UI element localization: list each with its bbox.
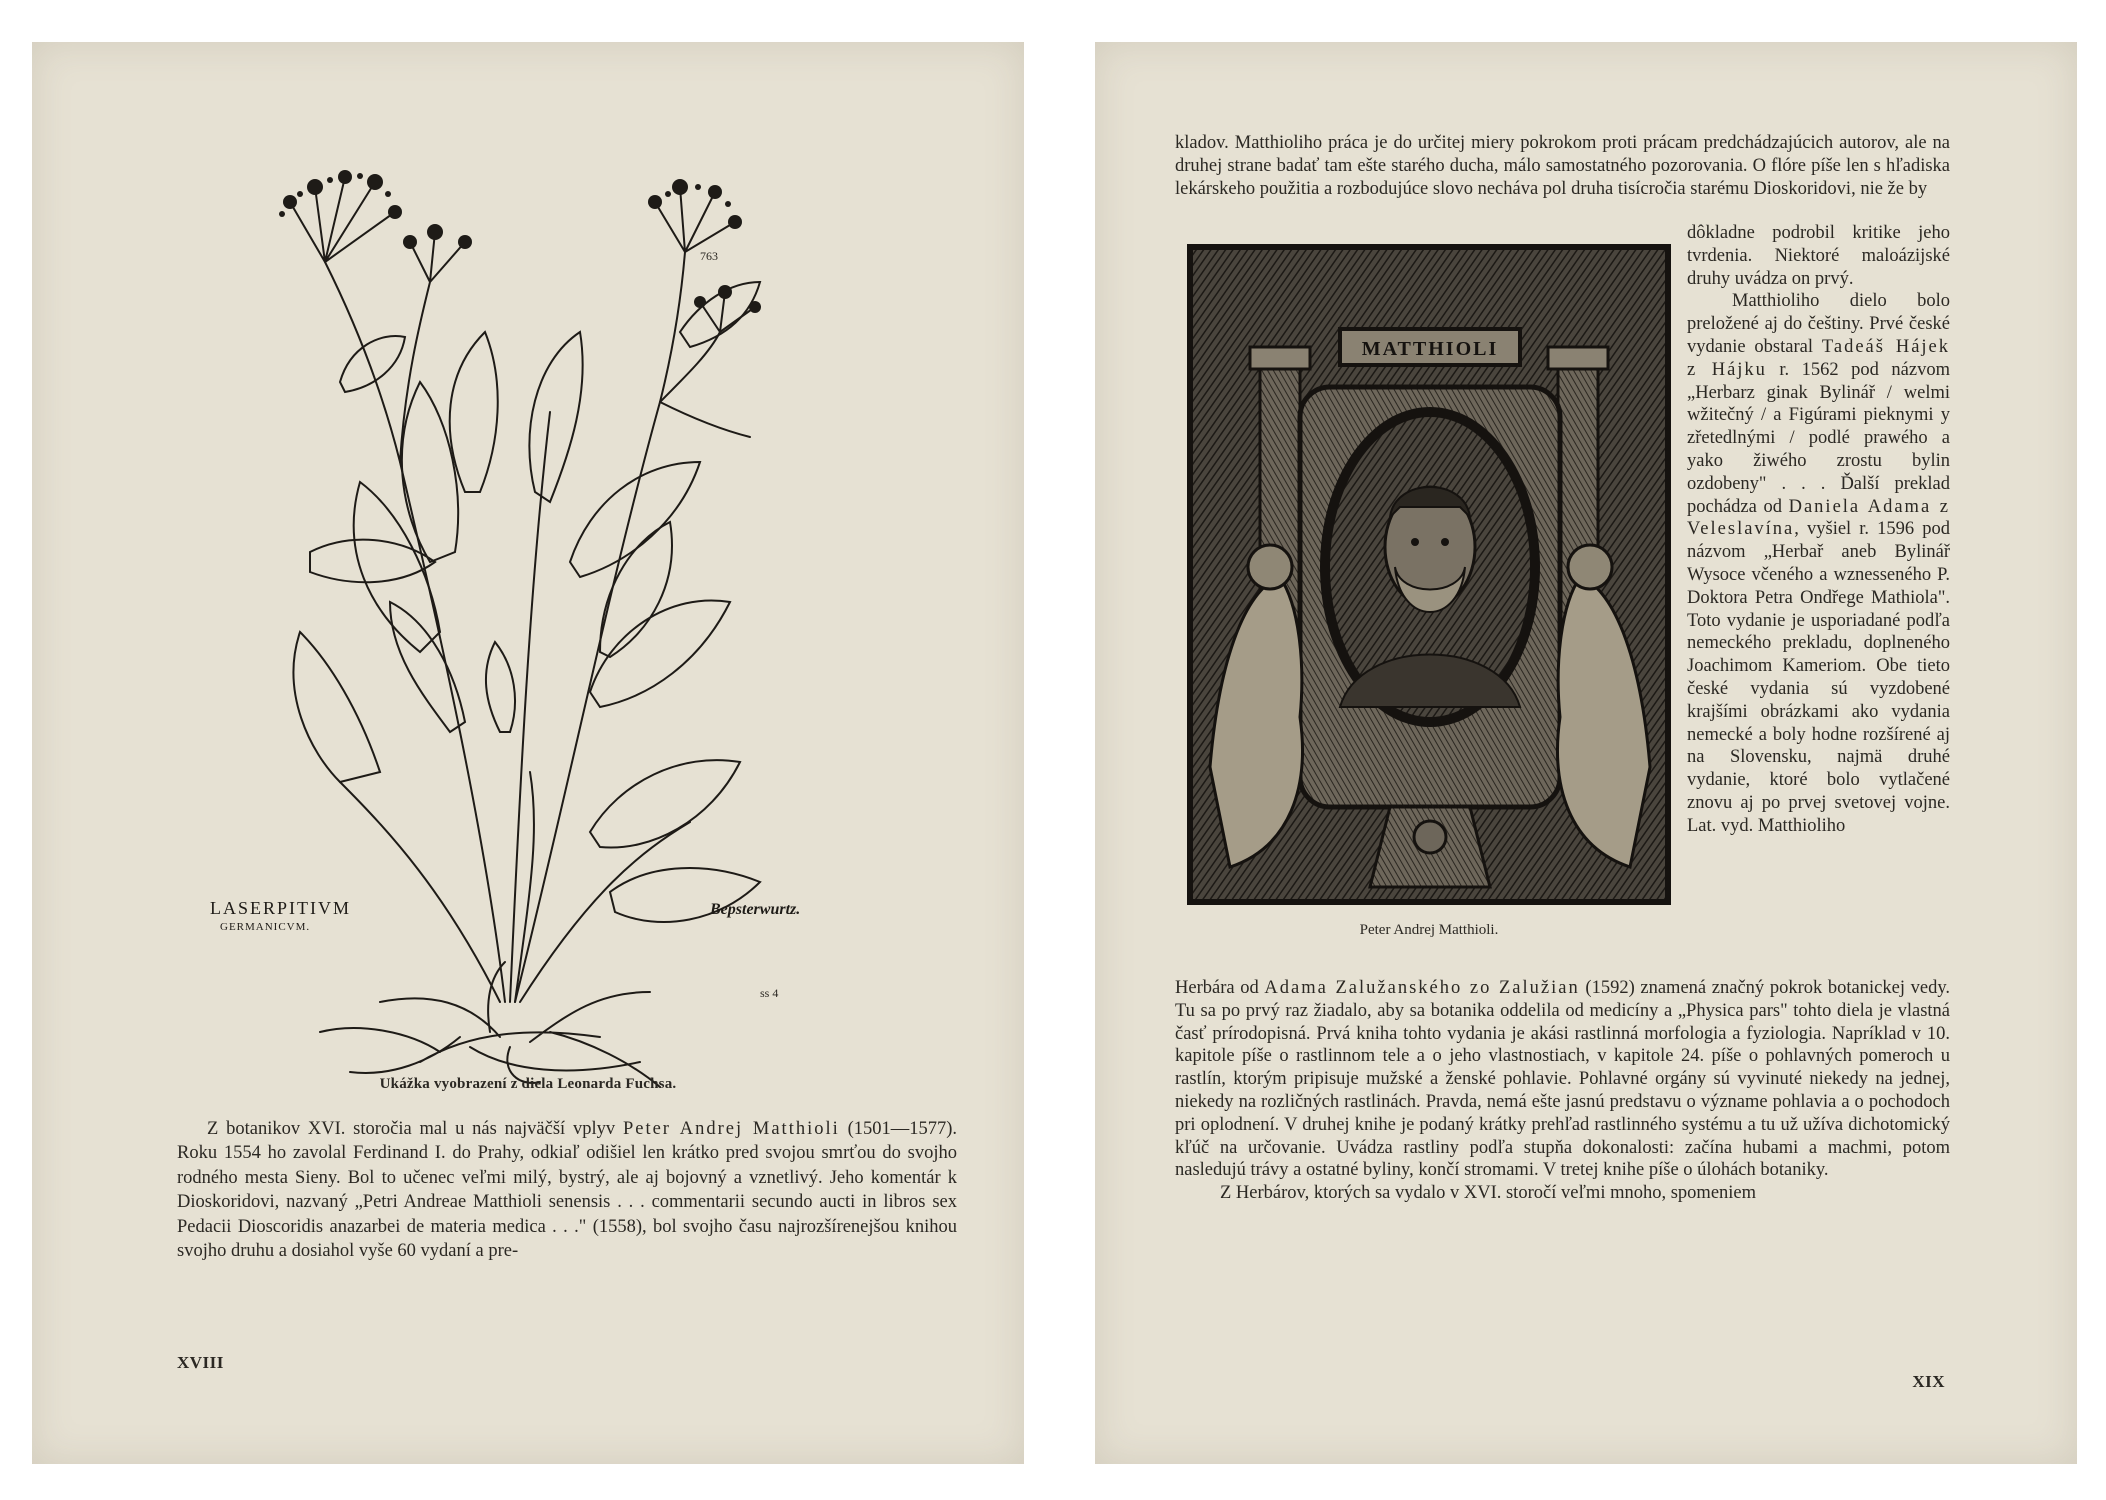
plant-latin-label-2: GERMANICVM. bbox=[220, 921, 311, 933]
column-p2-b: r. 1562 pod názvom „Herbarz ginak Bylinář / welmi wžitečný / a Figúrami pieknymi y zřetedlnými / podlé prawého a yako žiwého zrostu bylin ozdobeny" . . . Ďalší preklad pochádza od bbox=[1687, 359, 1950, 517]
left-page bbox=[32, 42, 1024, 1464]
name-adam: Daniela Adama z Veleslavína bbox=[1687, 496, 1950, 540]
name-hajek: Tadeáš Hájek z Hájku bbox=[1687, 336, 1951, 380]
right-column-text bbox=[1687, 222, 1950, 838]
bottom-start: Herbára od bbox=[1175, 978, 1259, 998]
body-start: Z botanikov XVI. storočia mal u nás najväčší vplyv bbox=[207, 1119, 616, 1139]
page-number-left: XVIII bbox=[177, 1353, 224, 1372]
portrait-engraving bbox=[1190, 247, 1668, 902]
right-top-paragraph bbox=[1175, 132, 1950, 200]
body-rest: (1501—1577). Roku 1554 ho zavolal Ferdinand I. do Prahy, odkiaľ odišiel len krátko pred svojou smrťou do svojho rodného mesta Sieny. Bol to učenec veľmi milý, bystrý, ale aj bojovný a vznetlivý. Jeho komentár k Dioskoridovi, nazvaný „Petri Andreae Matthioli senensis . . . commentarii secundo aucti in libros sex Pedacii Dioscoridis anazarbei de materia medica . . ." (1558), bol svojho času najrozšírenejšou knihou svojho druhu a dosiahol vyše 60 vydaní a pre- bbox=[177, 1119, 958, 1262]
left-body-text bbox=[177, 1117, 957, 1263]
right-page bbox=[1095, 42, 2077, 1464]
column-p2-a: Matthioliho dielo bolo preložené aj do češtiny. Prvé české vydanie obstaral bbox=[1687, 291, 1950, 357]
portrait-label: MATTHIOLI bbox=[1361, 338, 1499, 360]
plant-german-label: Bepsterwurtz. bbox=[710, 901, 801, 918]
author-name: Peter Andrej Matthioli bbox=[622, 1119, 840, 1139]
plant-page-mark: ss 4 bbox=[760, 986, 779, 1000]
plant-woodcut bbox=[210, 132, 801, 1092]
plant-latin-label-1: LASERPITIVM bbox=[210, 898, 352, 918]
last-paragraph: Z Herbárov, ktorých sa vydalo v XVI. storočí veľmi mnoho, spomeniem bbox=[1220, 1183, 1757, 1204]
portrait-caption: Peter Andrej Matthioli. bbox=[1359, 922, 1499, 938]
column-paragraph-2 bbox=[1687, 290, 1950, 837]
name-zaluziansky: Adama Zalužanského zo Zalužian bbox=[1264, 978, 1580, 998]
illustration-caption: Ukážka vyobrazení z diela Leonarda Fuchsa. bbox=[379, 1076, 677, 1092]
bottom-paragraph bbox=[1175, 977, 1950, 1182]
plant-illustration bbox=[210, 132, 801, 1092]
plant-number: 763 bbox=[700, 249, 718, 263]
bottom-rest: (1592) znamená značný pokrok botanickej vedy. Tu sa po prvý raz žiadalo, aby sa botanika oddelila od medicíny a „Physica pars" tohto diela je vlastná časť prírodopisná. Prvá kniha tohto vydania je akási rastlinná morfologia a fyziologia. Napríklad v 10. kapitole píše o rastlinnom tele a o jeho vlastnostiach, v kapitole 24. píše o pohlavných pomeroch u rastlín, ktorým pripisuje mužské a ženské pohlavie. Pohlavné orgány sú vyvinuté niekedy na jednej, niekedy na rozličných rastlinách. Pravda, nemá ešte jasnú predstavu o význame pohlavia a o pochodoch pri oplodnení. V druhej knihe je podaný krátky prehľad rastlinného systému a tu už užíva dichotomický kľúč na určovanie. Uvádza rastliny podľa stupňa dokonalosti: začína hubami a machmi, potom nasledujú trávy a ostatné byliny, končí stromami. V tretej knihe píše o úlohách botaniky. bbox=[1175, 978, 1951, 1181]
page-number-right: XIX bbox=[1912, 1372, 1945, 1391]
left-paragraph bbox=[177, 1117, 957, 1263]
column-p2-c: , vyšiel r. 1596 pod názvom „Herbař aneb Bylinář Wysoce včeného a wznesseného P. Doktora Petra Ondřege Mathiola". Toto vydanie je usporiadané podľa nemeckého prekladu, doplneného Joachimom Kameriom. Obe tieto české vydania sú vyzdobené krajšími obrázkami ako vydania nemecké a boly hodne rozšírené aj na Slovensku, najmä druhé vydanie, ktoré bolo vytlačené znovu aj po prvej svetovej vojne. Lat. vyd. Matthioliho bbox=[1687, 519, 1950, 836]
top-paragraph: kladov. Matthioliho práca je do určitej miery pokrokom proti prácam predchádzajúcich autorov, ale na druhej strane badať tam ešte starého ducha, málo samostatného pozorovania. O flóre píše len s hľadiska lekárskeho použitia a rozbodujúce slovo necháva pol druha tisícročia starému Dioskoridovi, nie že by bbox=[1175, 133, 1950, 199]
right-bottom-text bbox=[1175, 977, 1950, 1205]
column-paragraph-1: dôkladne podrobil kritike jeho tvrdenia. Niektoré maloázijské druhy uvádza on prvý. bbox=[1687, 223, 1950, 289]
matthioli-portrait bbox=[1190, 247, 1668, 902]
